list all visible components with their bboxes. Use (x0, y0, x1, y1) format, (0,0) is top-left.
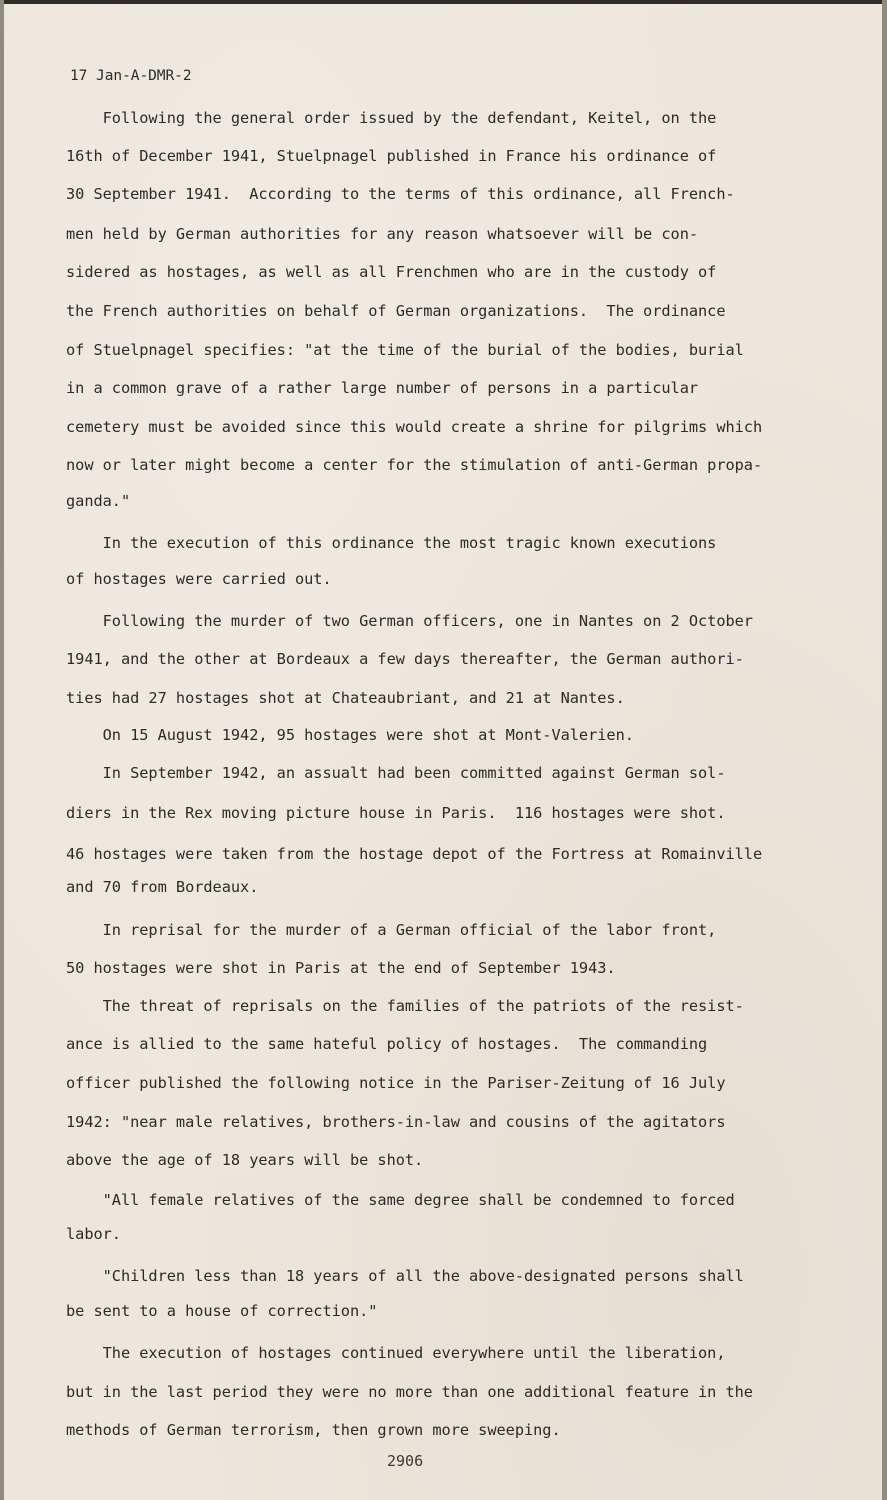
text-line: be sent to a house of correction." (66, 1302, 378, 1320)
text-line: In September 1942, an assualt had been committed against German sol- (66, 764, 726, 782)
text-line: "All female relatives of the same degree shall be condemned to forced (66, 1191, 735, 1209)
text-line: The threat of reprisals on the families of the patriots of the resist- (66, 997, 744, 1015)
text-line: 46 hostages were taken from the hostage depot of the Fortress at Romainville (66, 845, 763, 863)
text-line: Following the general order issued by the defendant, Keitel, on the (66, 109, 717, 127)
text-line: 30 September 1941. According to the terms of this ordinance, all French- (66, 185, 735, 203)
text-line: In reprisal for the murder of a German official of the labor front, (66, 921, 717, 939)
text-line: now or later might become a center for the stimulation of anti-German propa- (66, 456, 763, 474)
text-line: of hostages were carried out. (66, 570, 332, 588)
text-line: ganda." (66, 492, 131, 510)
text-line: above the age of 18 years will be shot. (66, 1151, 424, 1169)
text-line: In the execution of this ordinance the most tragic known executions (66, 534, 717, 552)
text-line: labor. (66, 1225, 121, 1243)
text-line: ties had 27 hostages shot at Chateaubriant, and 21 at Nantes. (66, 689, 625, 707)
text-line: and 70 from Bordeaux. (66, 878, 259, 896)
page-number: 2906 (387, 1452, 424, 1470)
text-line: in a common grave of a rather large number of persons in a particular (66, 379, 699, 397)
text-line: cemetery must be avoided since this would create a shrine for pilgrims which (66, 418, 763, 436)
text-line: 16th of December 1941, Stuelpnagel published in France his ordinance of (66, 147, 717, 165)
text-line: 50 hostages were shot in Paris at the end of September 1943. (66, 959, 616, 977)
text-line: men held by German authorities for any reason whatsoever will be con- (66, 225, 699, 243)
document-reference: 17 Jan-A-DMR-2 (70, 68, 192, 84)
text-line: "Children less than 18 years of all the above-designated persons shall (66, 1267, 744, 1285)
text-line: 1942: "near male relatives, brothers-in-law and cousins of the agitators (66, 1113, 726, 1131)
text-line: diers in the Rex moving picture house in Paris. 116 hostages were shot. (66, 804, 726, 822)
text-line: On 15 August 1942, 95 hostages were shot at Mont-Valerien. (66, 726, 634, 744)
text-line: but in the last period they were no more than one additional feature in the (66, 1383, 753, 1401)
text-line: officer published the following notice in the Pariser-Zeitung of 16 July (66, 1074, 726, 1092)
text-line: ance is allied to the same hateful policy of hostages. The commanding (66, 1035, 708, 1053)
text-line: The execution of hostages continued everywhere until the liberation, (66, 1344, 726, 1362)
text-line: 1941, and the other at Bordeaux a few days thereafter, the German authori- (66, 650, 744, 668)
text-line: of Stuelpnagel specifies: "at the time of the burial of the bodies, burial (66, 341, 744, 359)
text-line: Following the murder of two German officers, one in Nantes on 2 October (66, 612, 753, 630)
text-line: methods of German terrorism, then grown more sweeping. (66, 1421, 561, 1439)
text-line: the French authorities on behalf of German organizations. The ordinance (66, 302, 726, 320)
text-line: sidered as hostages, as well as all Frenchmen who are in the custody of (66, 263, 717, 281)
document-page (4, 0, 882, 1500)
